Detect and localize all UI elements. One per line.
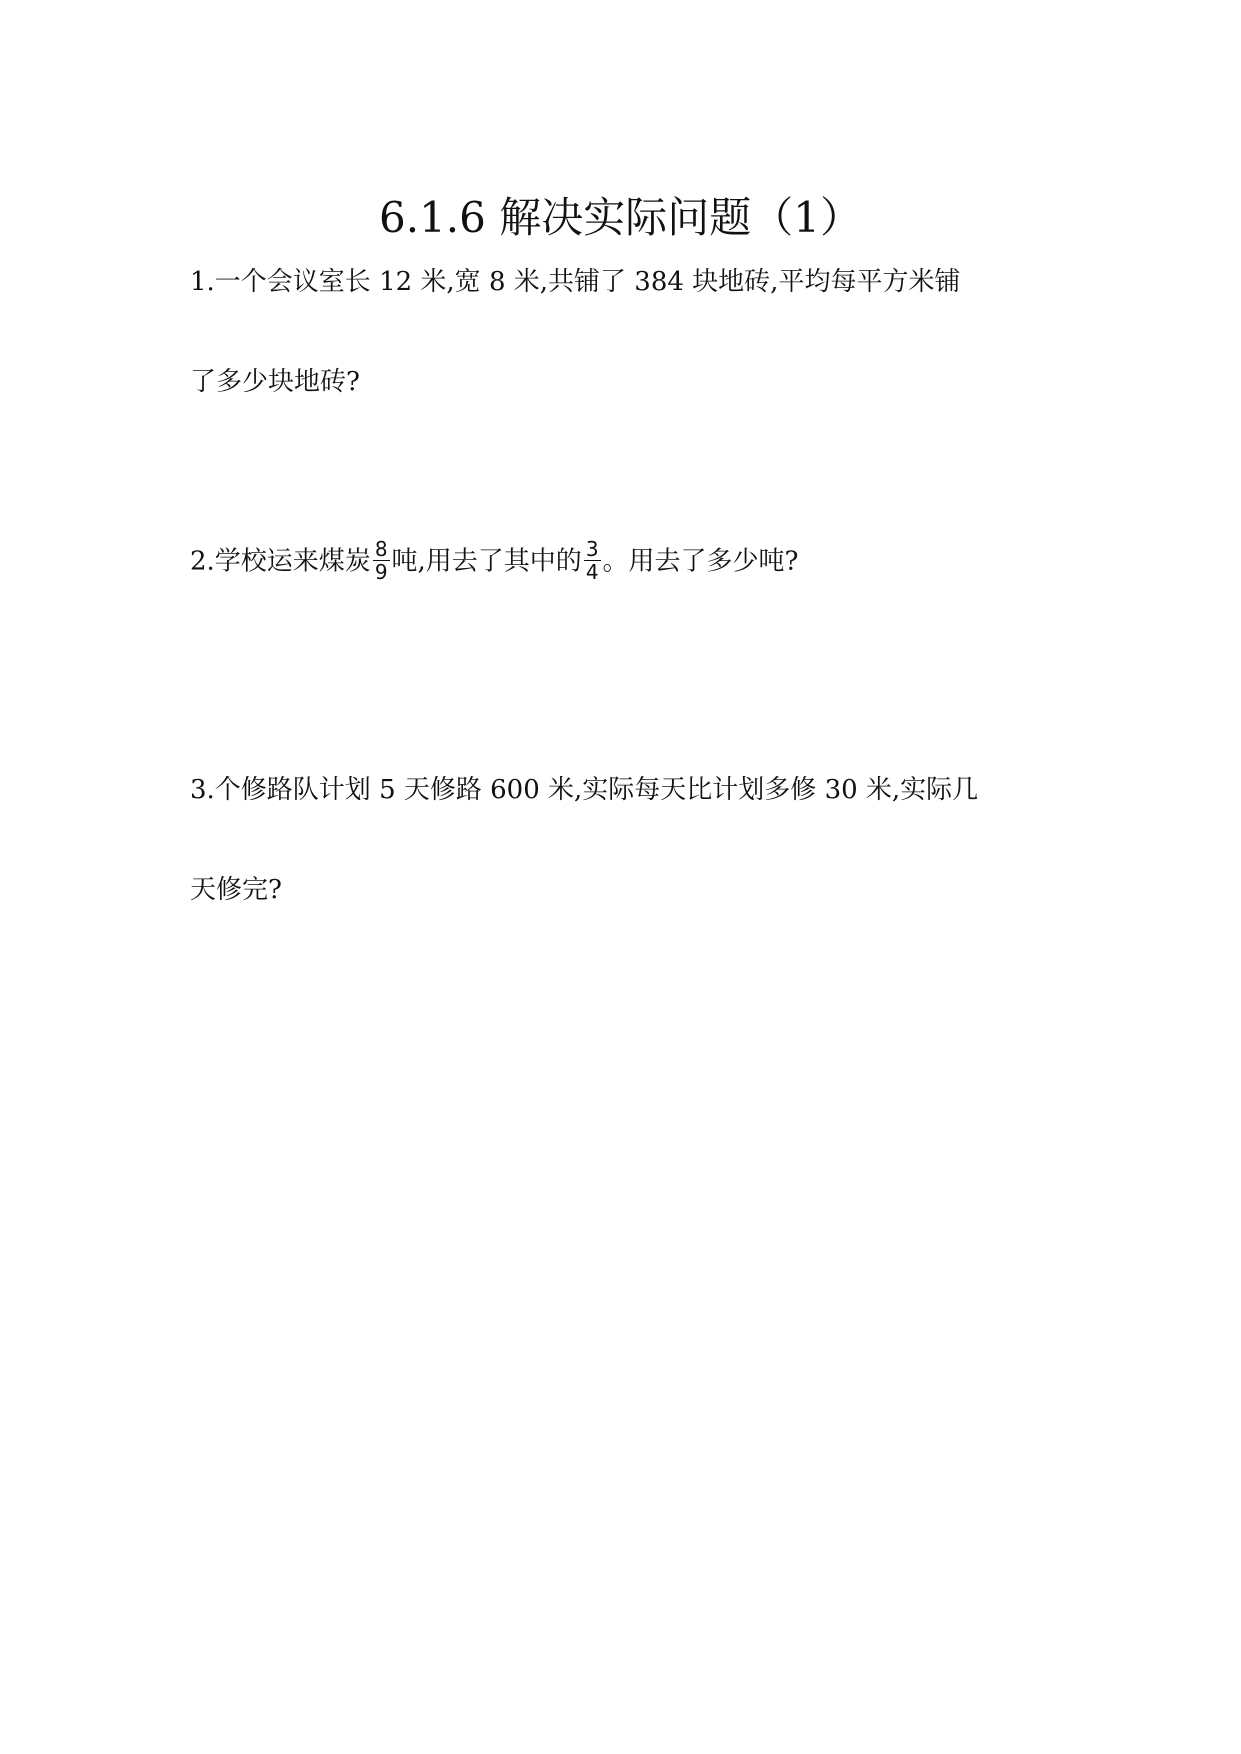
question-2 — [190, 537, 799, 585]
question-2-text-a: 2.学校运来煤炭 — [190, 546, 371, 577]
fraction-three-quarters — [584, 538, 601, 583]
fraction-denominator: 4 — [585, 560, 599, 584]
fraction-numerator: 3 — [585, 537, 599, 561]
question-3-line-2: 天修完? — [190, 875, 282, 905]
page-title: 6.1.6 解决实际问题（1） — [379, 193, 862, 242]
fraction-numerator: 8 — [374, 537, 388, 561]
question-2-text-c: 。用去了多少吨? — [602, 546, 799, 577]
question-1-line-2: 了多少块地砖? — [190, 367, 360, 397]
question-2-text-b: 吨,用去了其中的 — [391, 546, 582, 577]
fraction-denominator: 9 — [374, 560, 388, 584]
fraction-eight-ninths — [373, 538, 390, 583]
question-3-line-1: 3.个修路队计划 5 天修路 600 米,实际每天比计划多修 30 米,实际几 — [190, 775, 979, 805]
question-1-line-1: 1.一个会议室长 12 米,宽 8 米,共铺了 384 块地砖,平均每平方米铺 — [190, 267, 961, 297]
